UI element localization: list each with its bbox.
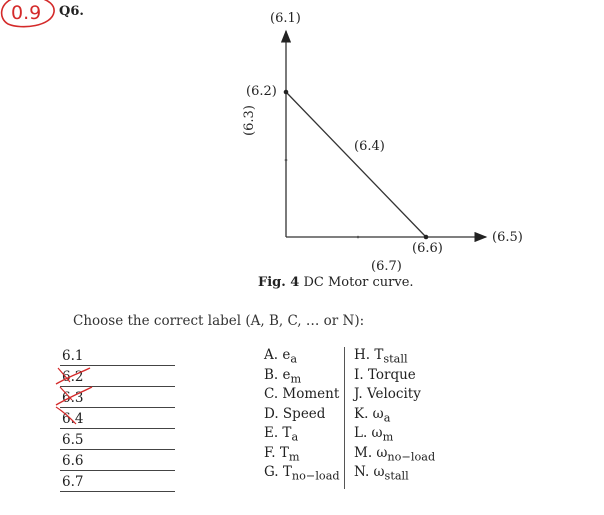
label-6-5: (6.5) bbox=[492, 230, 523, 245]
option-m: M. $\omega_{no-load}$ bbox=[354, 444, 436, 464]
label-6-7: (6.7) bbox=[371, 259, 402, 274]
label-6-2: (6.2) bbox=[246, 84, 277, 99]
option-j: J. Velocity bbox=[354, 386, 421, 402]
option-l: L. $\omega_m$ bbox=[354, 425, 394, 444]
label-6-1: (6.1) bbox=[270, 11, 301, 26]
label-6-4: (6.4) bbox=[354, 139, 385, 154]
option-f: F. $T_m$ bbox=[264, 444, 300, 464]
options-column-a-g bbox=[264, 346, 340, 483]
answer-number: 6.4 bbox=[62, 411, 84, 427]
option-h: H. $T_{stall}$ bbox=[354, 347, 408, 366]
question-number: Q6. bbox=[59, 4, 84, 19]
instruction-text: Choose the correct label (A, B, C, … or N): bbox=[73, 313, 365, 329]
option-g: G. $T_{no-load}$ bbox=[264, 464, 340, 483]
figure-caption-number: Fig. 4 bbox=[258, 275, 300, 290]
answer-number: 6.6 bbox=[62, 453, 84, 469]
options-divider bbox=[344, 347, 345, 489]
option-i: I. Torque bbox=[354, 366, 416, 383]
option-d: D. Speed bbox=[264, 405, 326, 422]
options-column-h-n bbox=[354, 346, 435, 483]
score-text: 0.9 bbox=[11, 2, 42, 24]
answer-number: 6.7 bbox=[62, 474, 84, 490]
option-k: K. $\omega_a$ bbox=[354, 405, 391, 425]
label-6-3: (6.3) bbox=[241, 105, 257, 136]
figure-caption-text: DC Motor curve. bbox=[299, 275, 414, 290]
answer-number: 6.3 bbox=[62, 390, 84, 406]
answer-number: 6.5 bbox=[62, 432, 84, 448]
answer-number: 6.2 bbox=[62, 369, 84, 385]
option-a: A. $e_a$ bbox=[264, 347, 298, 366]
label-6-6: (6.6) bbox=[412, 241, 443, 256]
answer-number: 6.1 bbox=[62, 348, 84, 364]
option-n: N. $\omega_{stall}$ bbox=[354, 464, 409, 483]
option-e: E. $T_a$ bbox=[264, 425, 299, 444]
option-b: B. $e_m$ bbox=[264, 366, 302, 386]
option-c: C. Moment bbox=[264, 386, 340, 402]
